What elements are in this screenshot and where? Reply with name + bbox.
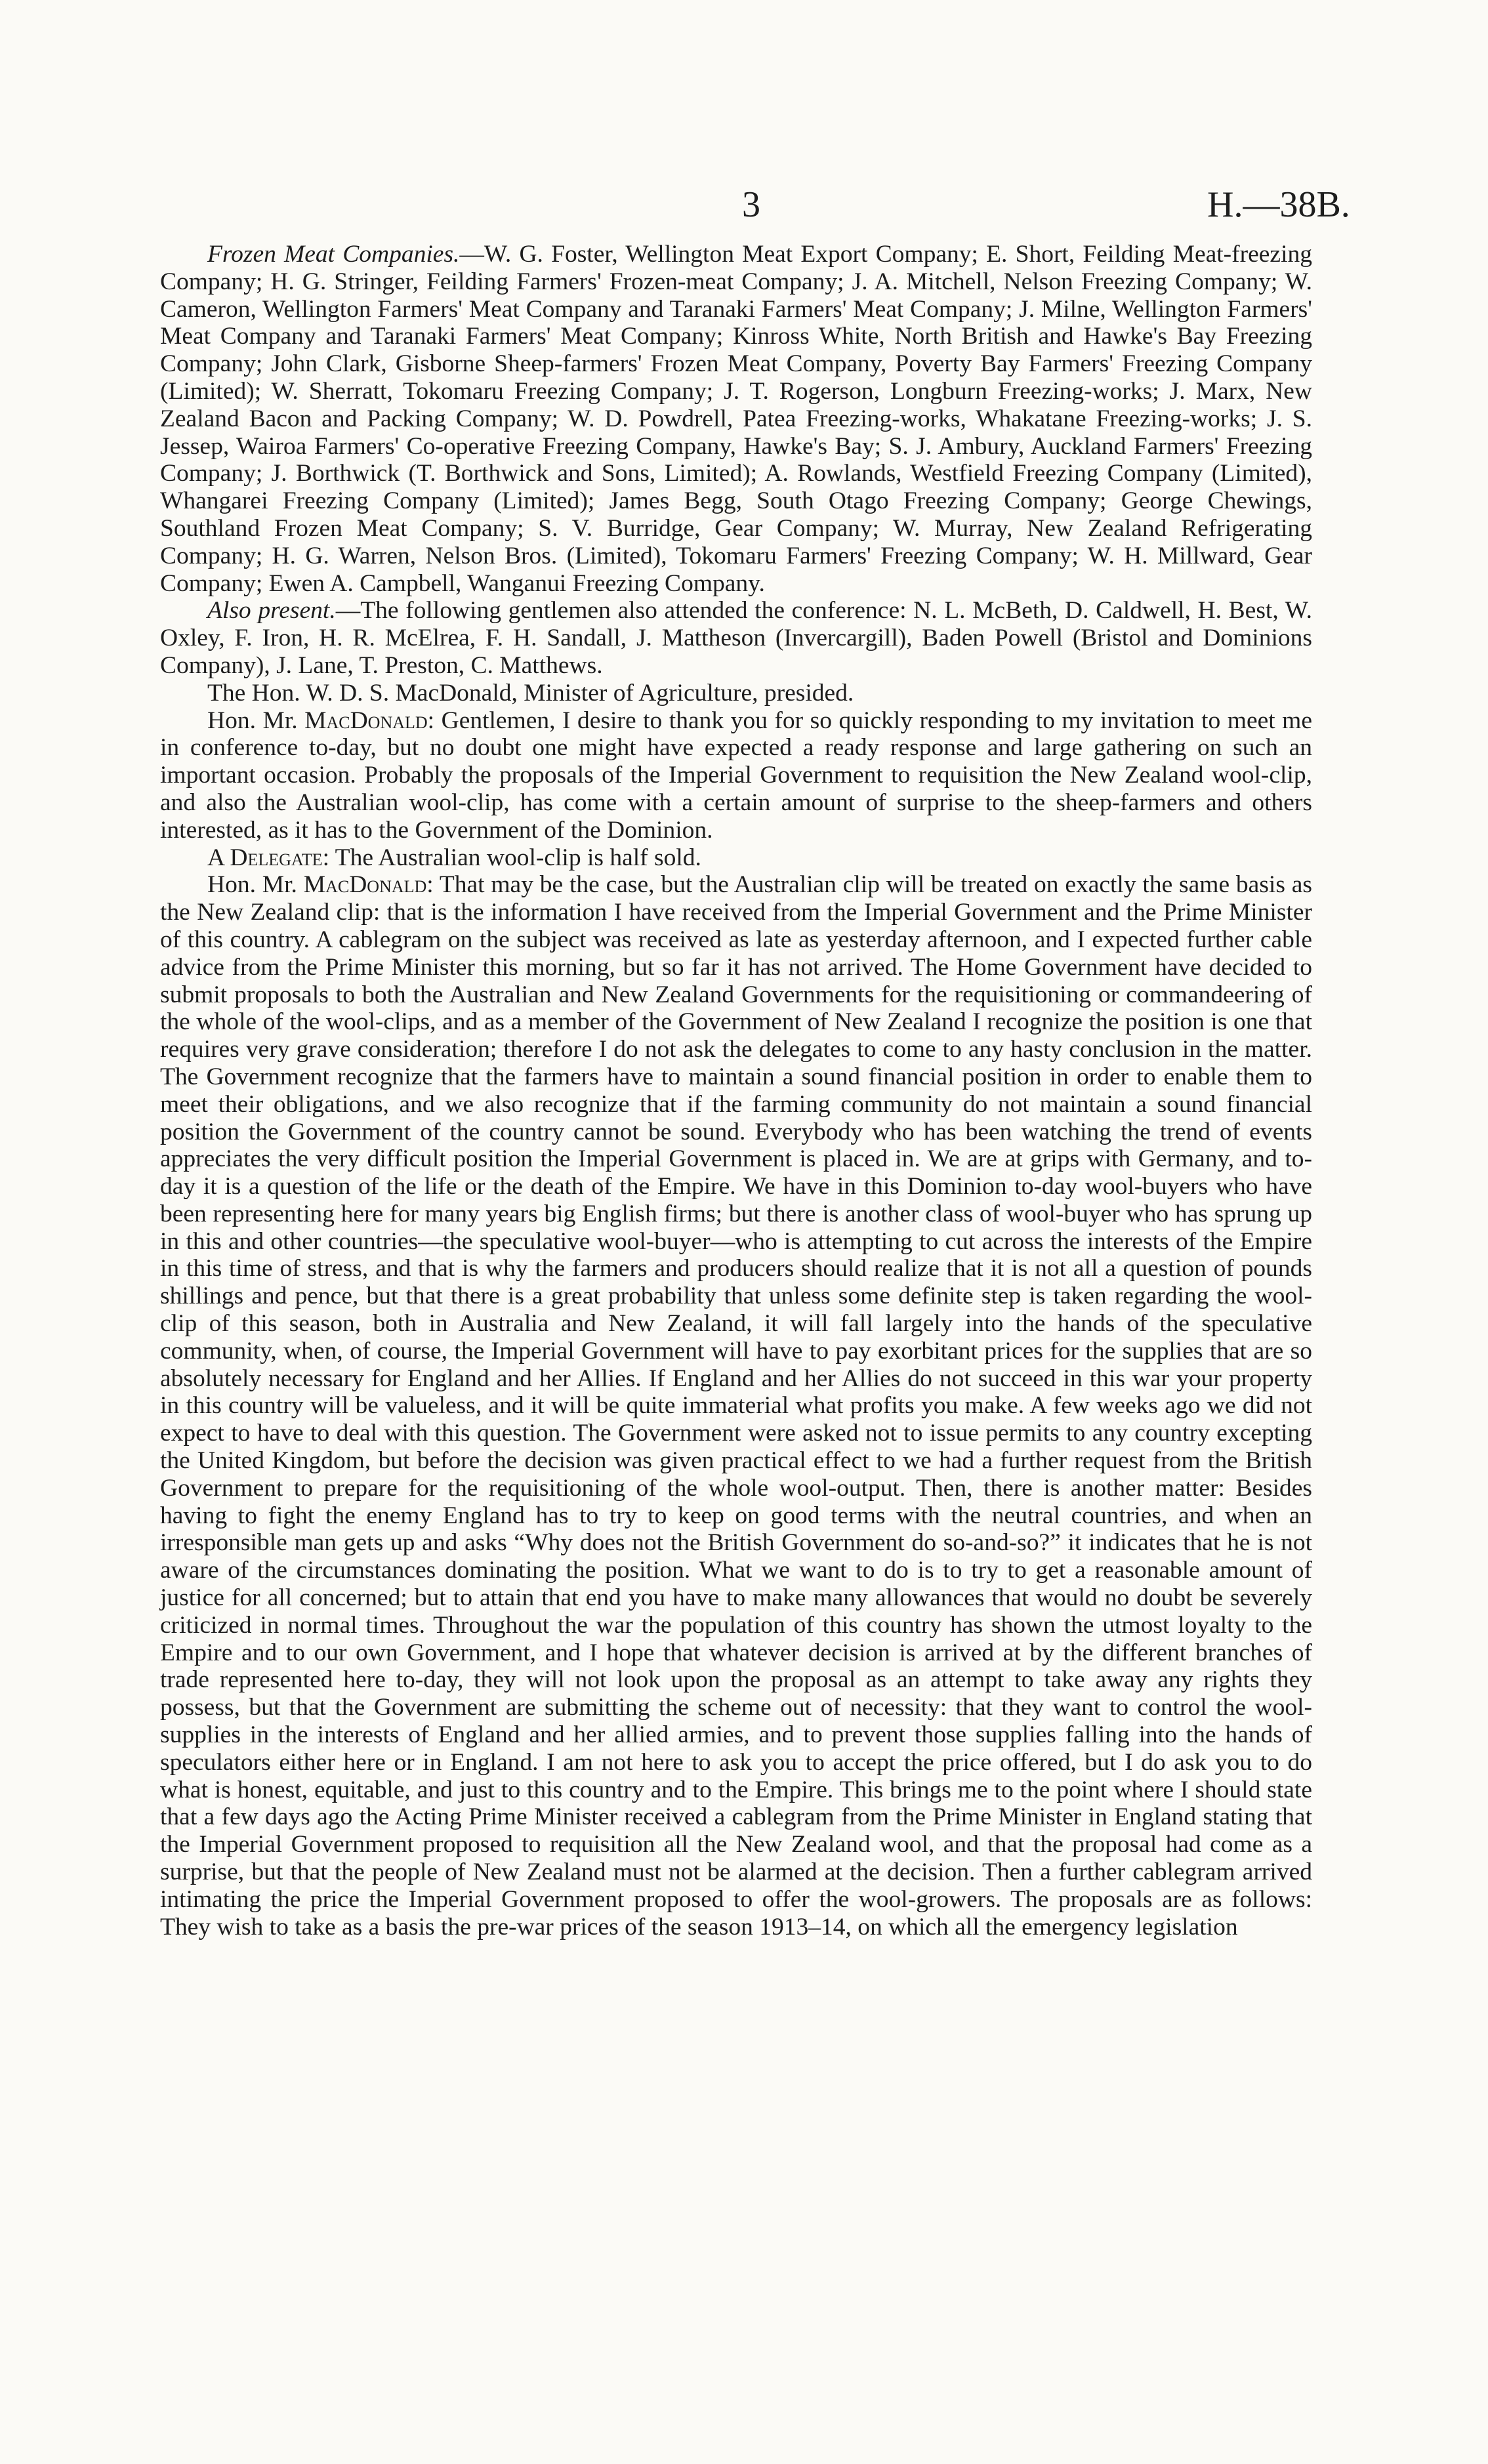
- speaker-name: MacDonald: [304, 707, 428, 734]
- paragraph-also-present: [160, 597, 1312, 679]
- speaker-name: MacDonald: [303, 871, 427, 899]
- paragraph-speech-macdonald-1: [160, 707, 1312, 844]
- paragraph-text: : The Australian wool-clip is half sold.: [322, 844, 701, 871]
- speaker-prefix: Hon. Mr.: [207, 871, 304, 899]
- paragraph-delegate: [160, 844, 1312, 872]
- speaker-prefix: Hon. Mr.: [207, 707, 305, 734]
- paragraph-text: The Hon. W. D. S. MacDonald, Minister of Agriculture, presided.: [207, 679, 854, 707]
- paragraph-text: —W. G. Foster, Wellington Meat Export Company; E. Short, Feilding Meat-freezing Company; H. G. Stringer, Feilding Farmers' Frozen-meat Company; J. A. Mitchell, Nelson Freezing Company; W. Cameron, Wellington Farmers' Meat Company and Taranaki Farmers' Meat Company; J. Milne, Wellington Farmers' Meat Company and Taranaki Farmers' Meat Company; Kinross White, North British and Hawke's Bay Freezing Company; John Clark, Gisborne Sheep-farmers' Frozen Meat Company, Poverty Bay Farmers' Freezing Company (Limited); W. Sherratt, Tokomaru Freezing Company; J. T. Rogerson, Longburn Freezing-works; J. Marx, New Zealand Bacon and Packing Company; W. D. Powdrell, Patea Freezing-works, Whakatane Freezing-works; J. S. Jessep, Wairoa Farmers' Co-operative Freezing Company, Hawke's Bay; S. J. Ambury, Auckland Farmers' Freezing Company; J. Borthwick (T. Borthwick and Sons, Limited); A. Rowlands, Westfield Freezing Company (Limited), Whangarei Freezing Company (Limited); James Begg, South Otago Freezing Company; George Chewings, Southland Frozen Meat Company; S. V. Burridge, Gear Company; W. Murray, New Zealand Refrigerating Company; H. G. Warren, Nelson Bros. (Limited), Tokomaru Farmers' Freezing Company; W. H. Millward, Gear Company; Ewen A. Campbell, Wanganui Freezing Company.: [160, 241, 1312, 597]
- paragraph-speech-macdonald-2: [160, 871, 1312, 1940]
- document-reference: H.—38B.: [1207, 184, 1350, 225]
- paragraph-frozen-meat-companies: [160, 241, 1312, 597]
- document-body: [160, 241, 1312, 1940]
- paragraph-text: : Gentlemen, I desire to thank you for so quickly responding to my invitation to meet me in conference to-day, but no doubt one might have expected a ready response and large gathering on such an important occasion. Probably the proposals of the Imperial Government to requisition the New Zealand wool-clip, and also the Australian wool-clip, has come with a certain amount of surprise to the sheep-farmers and others interested, as it has to the Government of the Dominion.: [160, 707, 1312, 844]
- paragraph-text: : That may be the case, but the Australian clip will be treated on exactly the same basis as the New Zealand clip: that is the information I have received from the Imperial Government and the Prime Minister of this country. A cablegram on the subject was received as late as yesterday afternoon, and I expected further cable advice from the Prime Minister this morning, but so far it has not arrived. The Home Government have decided to submit proposals to both the Australian and New Zealand Governments for the requisitioning or commandeering of the whole of the wool-clips, and as a member of the Government of New Zealand I recognize the position is one that requires very grave consideration; therefore I do not ask the delegates to come to any hasty conclusion in the matter. The Government recognize that the farmers have to maintain a sound financial position in order to enable them to meet their obligations, and we also recognize that if the farming community do not maintain a sound financial position the Government of the country cannot be sound. Everybody who has been watching the trend of events appreciates the very difficult position the Imperial Government is placed in. We are at grips with Germany, and to-day it is a question of the life or the death of the Empire. We have in this Dominion to-day wool-buyers who have been representing here for many years big English firms; but there is another class of wool-buyer who has sprung up in this and other countries—the speculative wool-buyer—who is attempting to cut across the interests of the Empire in this time of stress, and that is why the farmers and producers should realize that it is not all a question of pounds shillings and pence, but that there is a great probability that unless some definite step is taken regarding the wool-clip of this season, both in Australia and New Zealand, it will fall largely into the hands of the speculative community, when, of course, the Imperial Government will have to pay exorbitant prices for the supplies that are so absolutely necessary for England and her Allies. If England and her Allies do not succeed in this war your property in this country will be valueless, and it will be quite immaterial what profits you make. A few weeks ago we did not expect to have to deal with this question. The Government were asked not to issue permits to any country excepting the United Kingdom, but before the decision was given practical effect to we had a further request from the British Government to prepare for the requisitioning of the whole wool-output. Then, there is another matter: Besides having to fight the enemy England has to try to keep on good terms with the neutral countries, and when an irresponsible man gets up and asks “Why does not the British Government do so-and-so?” it indicates that he is not aware of the circumstances dominating the position. What we want to do is to try to get a reasonable amount of justice for all concerned; but to attain that end you have to make many allowances that would no doubt be severely criticized in normal times. Throughout the war the population of this country has shown the utmost loyalty to the Empire and to our own Government, and I hope that whatever decision is arrived at by the different branches of trade represented here to-day, they will not look upon the proposal as an attempt to take away any rights they possess, but that the Government are submitting the scheme out of necessity: that they want to control the wool-supplies in the interests of England and her allied armies, and to prevent those supplies falling into the hands of speculators either here or in England. I am not here to ask you to accept the price offered, but I do ask you to do what is honest, equitable, and just to this country and to the Empire. This brings me to the point where I should state that a few days ago the Acting Prime Minister received a cablegram from the Prime Minister in England stating that the Imperial Government proposed to requisition all the New Zealand wool, and that the proposal had come as a surprise, but that the people of New Zealand must not be alarmed at the decision. Then a further cablegram arrived intimating the price the Imperial Government proposed to offer the wool-growers. The proposals are as follows: They wish to take as a basis the pre-war prices of the season 1913–14, on which all the emergency legislation: [160, 871, 1312, 1940]
- paragraph-presided: [160, 680, 1312, 707]
- page-number: 3: [742, 184, 760, 225]
- paragraph-text: —The following gentlemen also attended the conference: N. L. McBeth, D. Caldwell, H. Best, W. Oxley, F. Iron, H. R. McElrea, F. H. Sandall, J. Mattheson (Invercargill), Baden Powell (Bristol and Dominions Company), J. Lane, T. Preston, C. Matthews.: [160, 597, 1313, 679]
- paragraph-lead: Also present.: [207, 597, 336, 625]
- speaker-name: A Delegate: [207, 844, 323, 871]
- paragraph-lead: Frozen Meat Companies.: [207, 241, 460, 268]
